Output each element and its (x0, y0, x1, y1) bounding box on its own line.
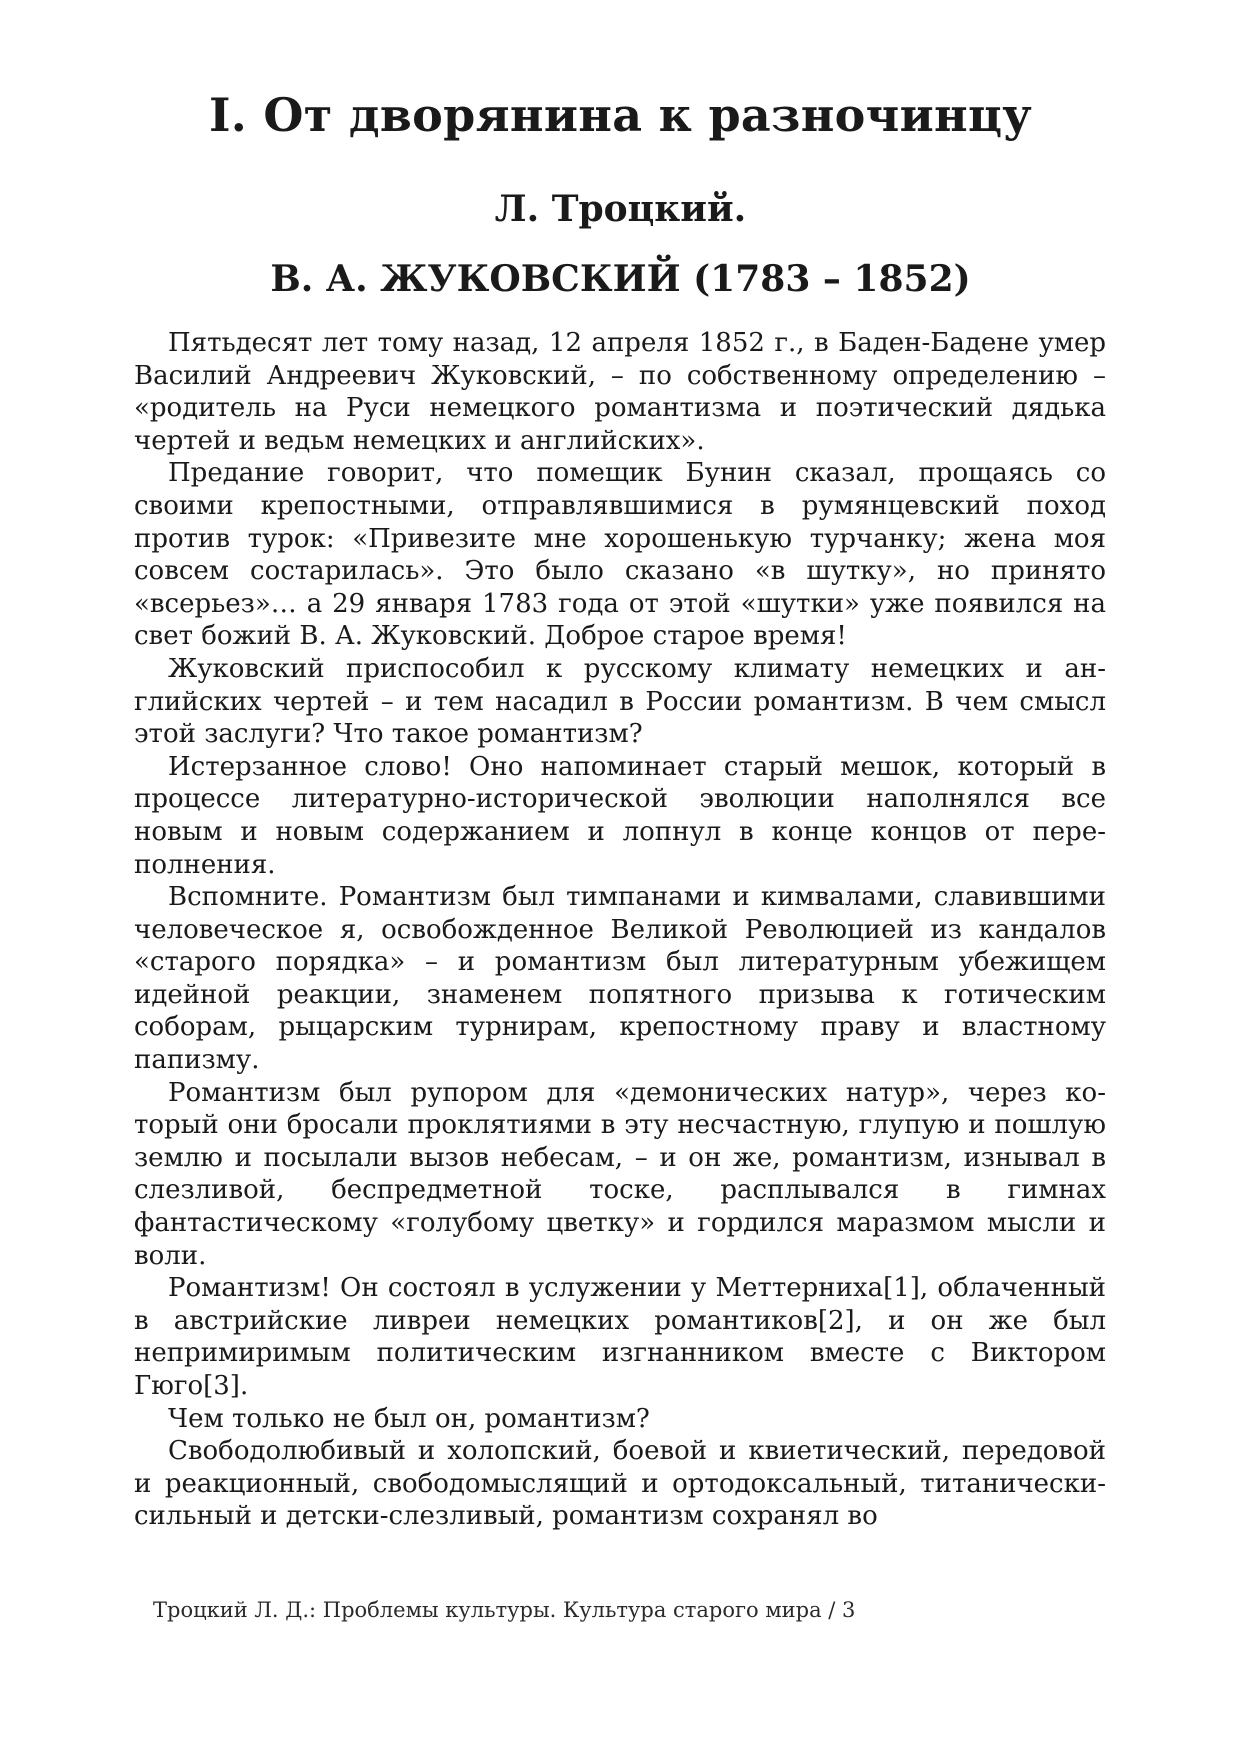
paragraph: Свободолюбивый и холопский, боевой и квиетический, передовой и реакционный, свободомыслящий и ортодоксальный, титанически-сильный и детски-слезливый, романтизм сохранял во (134, 1436, 1106, 1532)
article-body (134, 327, 1106, 1533)
paragraph: Предание говорит, что помещик Бунин сказал, прощаясь со своими крепостными, отправлявшимися в румянцевский поход против турок: «Привезите мне хорошенькую турчанку; жена моя совсем состарилась». Это было сказано «в шутку», но принято «всерьез»… а 29 января 1783 года от этой «шутки» уже появился на свет божий В. А. Жуковский. Доброе старое время! (134, 458, 1106, 652)
author-name: Л. Троцкий. (494, 188, 747, 230)
paragraph: Вспомните. Романтизм был тимпанами и кимвалами, славившими человеческое я, освобожденное Великой Революцией из кандалов «старого порядка» – и романтизм был литературным убежищем идейной реакции, знаменем попятного призыва к готическим соборам, рыцарским турнирам, крепостному праву и властному папизму. (134, 882, 1106, 1076)
paragraph: Истерзанное слово! Оно напоминает старый мешок, который в процессе литературно-исторической эволюции наполнялся все новым и новым содержанием и лопнул в конце концов от переполнения. (134, 751, 1106, 880)
page-footer: Троцкий Л. Д.: Проблемы культуры. Культура старого мира / 3 (153, 1598, 856, 1622)
chapter-title: I. От дворянина к разночинцу (208, 88, 1033, 142)
paragraph: Романтизм был рупором для «демонических натур», через который они бросали проклятиями в эту несчастную, глупую и пошлую землю и посылали вызов небесам, – и он же, романтизм, изнывал в слезливой, беспредметной тоске, расплывался в гимнах фантастическому «голубому цветку» и гордился маразмом мысли и воли. (134, 1077, 1106, 1271)
article-title: В. А. ЖУКОВСКИЙ (1783 – 1852) (270, 258, 971, 300)
paragraph: Пятьдесят лет тому назад, 12 апреля 1852 г., в Баден-Бадене умер Василий Андреевич Жуковский, – по собственному определению – «родитель на Руси немецкого романтизма и поэтический дядька чертей и ведьм немецких и английских». (134, 328, 1106, 456)
paragraph: Жуковский приспособил к русскому климату немецких и английских чертей – и тем насадил в России романтизм. В чем смысл этой заслуги? Что такое романтизм? (134, 653, 1106, 750)
paragraph: Чем только не был он, романтизм? (168, 1403, 650, 1434)
paragraph: Романтизм! Он состоял в услужении у Меттерниха[1], облаченный в австрийские ливреи немецких романтиков[2], и он же был непримиримым политическим изгнанником вместе с Виктором Гюго[3]. (134, 1273, 1106, 1401)
